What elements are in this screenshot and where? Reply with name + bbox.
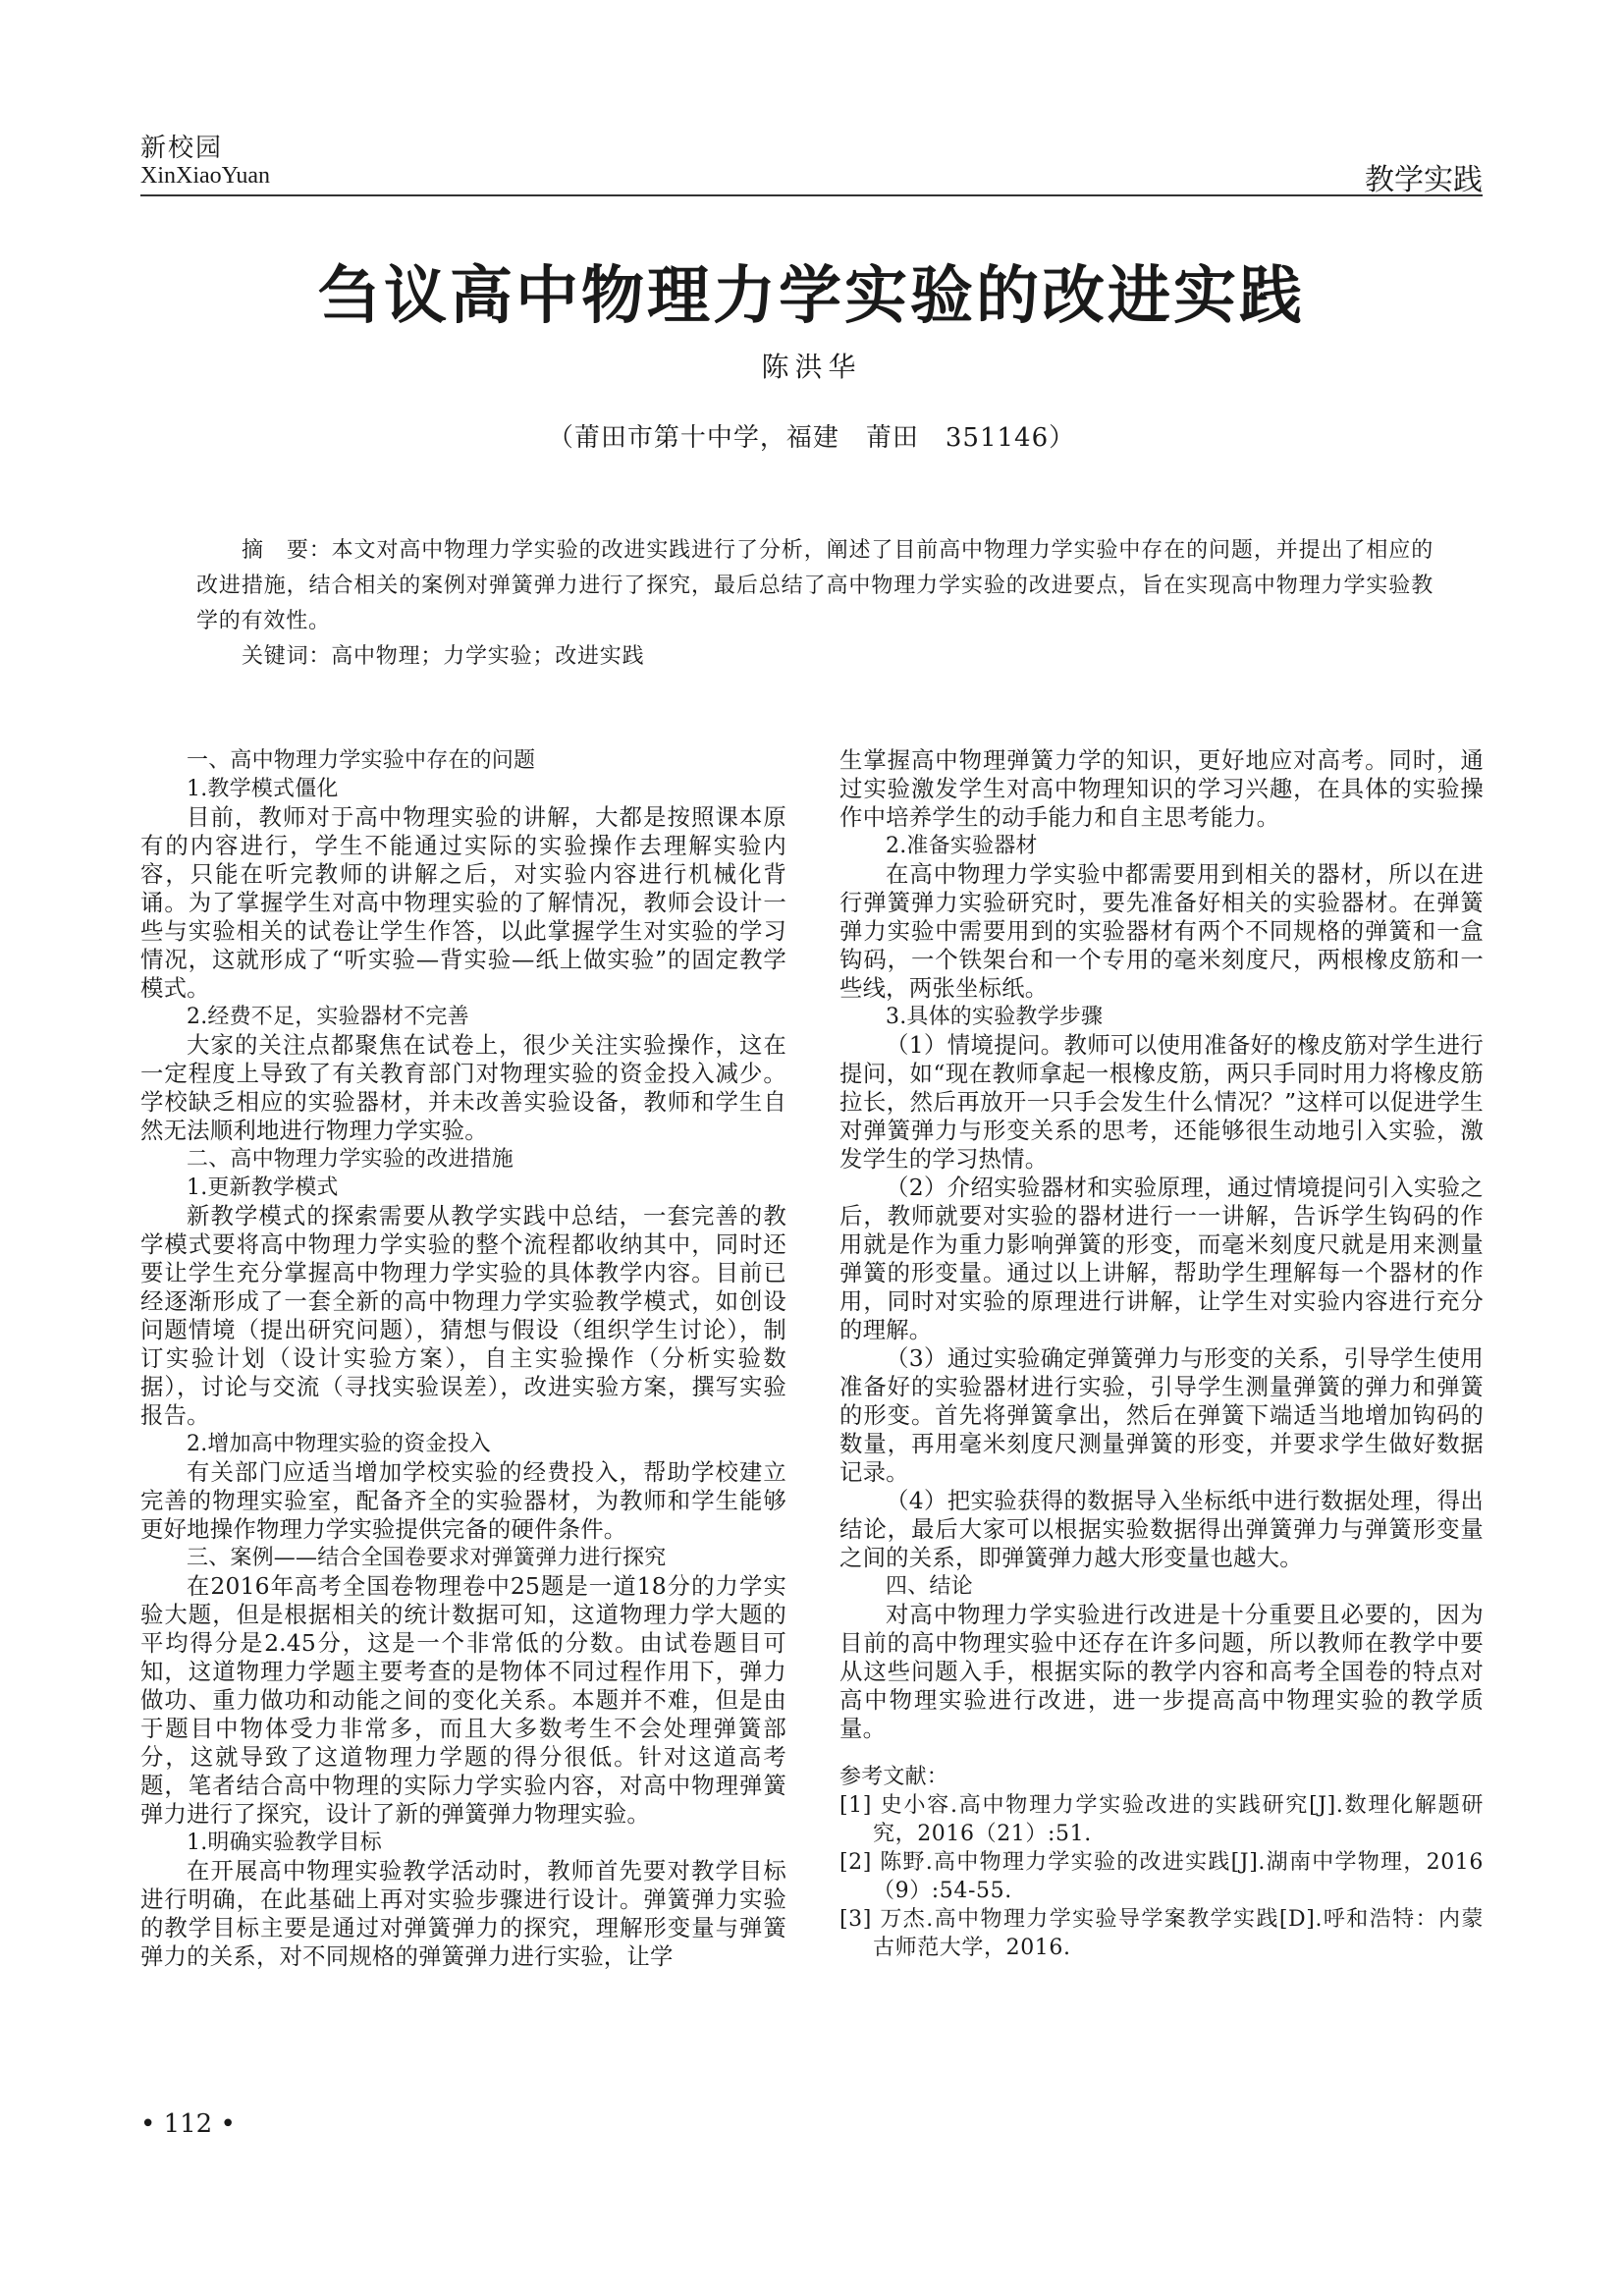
keywords: 关键词：高中物理；力学实验；改进实践 (242, 644, 645, 669)
paragraph: （2）介绍实验器材和实验原理，通过情境提问引入实验之后，教师就要对实验的器材进行一一讲解，告诉学生钩码的作用就是作为重力影响弹簧的形变，而毫米刻度尺就是用来测量弹簧的形变量。通过以上讲解，帮助学生理解每一个器材的作用，同时对实验的原理进行讲解，让学生对实验内容进行充分的理解。 (839, 1174, 1484, 1343)
subsection-heading: 1.明确实验教学目标 (187, 1831, 382, 1855)
abstract-text: 摘 要：本文对高中物理力学实验的改进实践进行了分析，阐述了目前高中物理力学实验中存在的问题，并提出了相应的改进措施，结合相关的案例对弹簧弹力进行了探究，最后总结了高中物理力学实验的改进要点，旨在实现高中物理力学实验教学的有效性。 (196, 538, 1434, 633)
paragraph: 大家的关注点都聚焦在试卷上，很少关注实验操作，这在一定程度上导致了有关教育部门对物理实验的资金投入减少。学校缺乏相应的实验器材，并未改善实验设备，教师和学生自然无法顺利地进行物理力学实验。 (140, 1031, 786, 1144)
section-heading: 一、高中物理力学实验中存在的问题 (187, 748, 536, 773)
subsection-heading: 3.具体的实验教学步骤 (886, 1005, 1104, 1029)
paragraph: 有关部门应适当增加学校实验的经费投入，帮助学校建立完善的物理实验室，配备齐全的实验器材，为教师和学生能够更好地操作物理力学实验提供完备的硬件条件。 (140, 1458, 786, 1543)
author-affiliation: （莆田市第十中学，福建 莆田 351146） (547, 423, 1076, 453)
references-title: 参考文献： (839, 1765, 949, 1789)
subsection-heading: 2.增加高中物理实验的资金投入 (187, 1432, 491, 1456)
subsection-heading: 1.更新教学模式 (187, 1175, 339, 1200)
article-title: 刍议高中物理力学实验的改进实践 (318, 259, 1305, 333)
subsection-heading: 2.准备实验器材 (886, 834, 1038, 858)
abstract-block (196, 533, 1434, 675)
section-heading: 四、结论 (886, 1574, 973, 1599)
left-column (140, 746, 786, 1971)
paragraph: 对高中物理力学实验进行改进是十分重要且必要的，因为目前的高中物理实验中还存在许多问题，所以教师在教学中要从这些问题入手，根据实际的教学内容和高考全国卷的特点对高中物理实验进行改进，进一步提高高中物理实验的教学质量。 (839, 1601, 1484, 1742)
paragraph: 新教学模式的探索需要从教学实践中总结，一套完善的教学模式要将高中物理力学实验的整个流程都收纳其中，同时还要让学生充分掌握高中物理力学实验的具体教学内容。目前已经逐渐形成了一套全新的高中物理力学实验教学模式，如创设问题情境（提出研究问题），猜想与假设（组织学生讨论），制订实验计划（设计实验方案），自主实验操作（分析实验数据），讨论与交流（寻找实验误差），改进实验方案，撰写实验报告。 (140, 1202, 786, 1429)
paragraph: （4）把实验获得的数据导入坐标纸中进行数据处理，得出结论，最后大家可以根据实验数据得出弹簧弹力与弹簧形变量之间的关系，即弹簧弹力越大形变量也越大。 (839, 1487, 1484, 1571)
right-column (839, 746, 1484, 1962)
paragraph-continued: 生掌握高中物理弹簧力学的知识，更好地应对高考。同时，通过实验激发学生对高中物理知识的学习兴趣，在具体的实验操作中培养学生的动手能力和自主思考能力。 (839, 746, 1484, 831)
page-number: • 112 • (140, 2109, 236, 2139)
header-rule (140, 194, 1483, 196)
paragraph: 目前，教师对于高中物理实验的讲解，大都是按照课本原有的内容进行，学生不能通过实际的实验操作去理解实验内容，只能在听完教师的讲解之后，对实验内容进行机械化背诵。为了掌握学生对高中物理实验的了解情况，教师会设计一些与实验相关的试卷让学生作答，以此掌握学生对实验的学习情况，这就形成了“听实验—背实验—纸上做实验”的固定教学模式。 (140, 803, 786, 1002)
journal-name-en: XinXiaoYuan (140, 163, 270, 189)
subsection-heading: 1.教学模式僵化 (187, 777, 339, 801)
section-heading: 三、案例——结合全国卷要求对弹簧弹力进行探究 (187, 1546, 667, 1570)
paragraph: 在开展高中物理实验教学活动时，教师首先要对教学目标进行明确，在此基础上再对实验步骤进行设计。弹簧弹力实验的教学目标主要是通过对弹簧弹力的探究，理解形变量与弹簧弹力的关系，对不同规格的弹簧弹力进行实验，让学 (140, 1857, 786, 1970)
journal-name-cn: 新校园 (140, 134, 224, 163)
section-heading: 二、高中物理力学实验的改进措施 (187, 1147, 514, 1172)
section-label: 教学实践 (1365, 163, 1483, 197)
reference-item: [3] 万杰.高中物理力学实验导学案教学实践[D].呼和浩特：内蒙古师范大学，2016. (839, 1907, 1484, 1960)
subsection-heading: 2.经费不足，实验器材不完善 (187, 1005, 469, 1029)
paragraph: （3）通过实验确定弹簧弹力与形变的关系，引导学生使用准备好的实验器材进行实验，引导学生测量弹簧的弹力和弹簧的形变。首先将弹簧拿出，然后在弹簧下端适当地增加钩码的数量，再用毫米刻度尺测量弹簧的形变，并要求学生做好数据记录。 (839, 1344, 1484, 1486)
paragraph: （1）情境提问。教师可以使用准备好的橡皮筋对学生进行提问，如“现在教师拿起一根橡皮筋，两只手同时用力将橡皮筋拉长，然后再放开一只手会发生什么情况？”这样可以促进学生对弹簧弹力与形变关系的思考，还能够很生动地引入实验，激发学生的学习热情。 (839, 1031, 1484, 1173)
paragraph: 在2016年高考全国卷物理卷中25题是一道18分的力学实验大题，但是根据相关的统计数据可知，这道物理力学大题的平均得分是2.45分，这是一个非常低的分数。由试卷题目可知，这道物理力学题主要考查的是物体不同过程作用下，弹力做功、重力做功和动能之间的变化关系。本题并不难，但是由于题目中物体受力非常多，而且大多数考生不会处理弹簧部分，这就导致了这道物理力学题的得分很低。针对这道高考题，笔者结合高中物理的实际力学实验内容，对高中物理弹簧弹力进行了探究，设计了新的弹簧弹力物理实验。 (140, 1572, 786, 1828)
paragraph: 在高中物理力学实验中都需要用到相关的器材，所以在进行弹簧弹力实验研究时，要先准备好相关的实验器材。在弹簧弹力实验中需要用到的实验器材有两个不同规格的弹簧和一盒钩码，一个铁架台和一个专用的毫米刻度尺，两根橡皮筋和一些线，两张坐标纸。 (839, 860, 1484, 1002)
article-author: 陈洪华 (761, 351, 862, 383)
reference-item: [1] 史小容.高中物理力学实验改进的实践研究[J].数理化解题研究，2016（21）:51. (839, 1793, 1484, 1846)
reference-item: [2] 陈野.高中物理力学实验的改进实践[J].湖南中学物理，2016（9）:54-55. (839, 1850, 1484, 1903)
